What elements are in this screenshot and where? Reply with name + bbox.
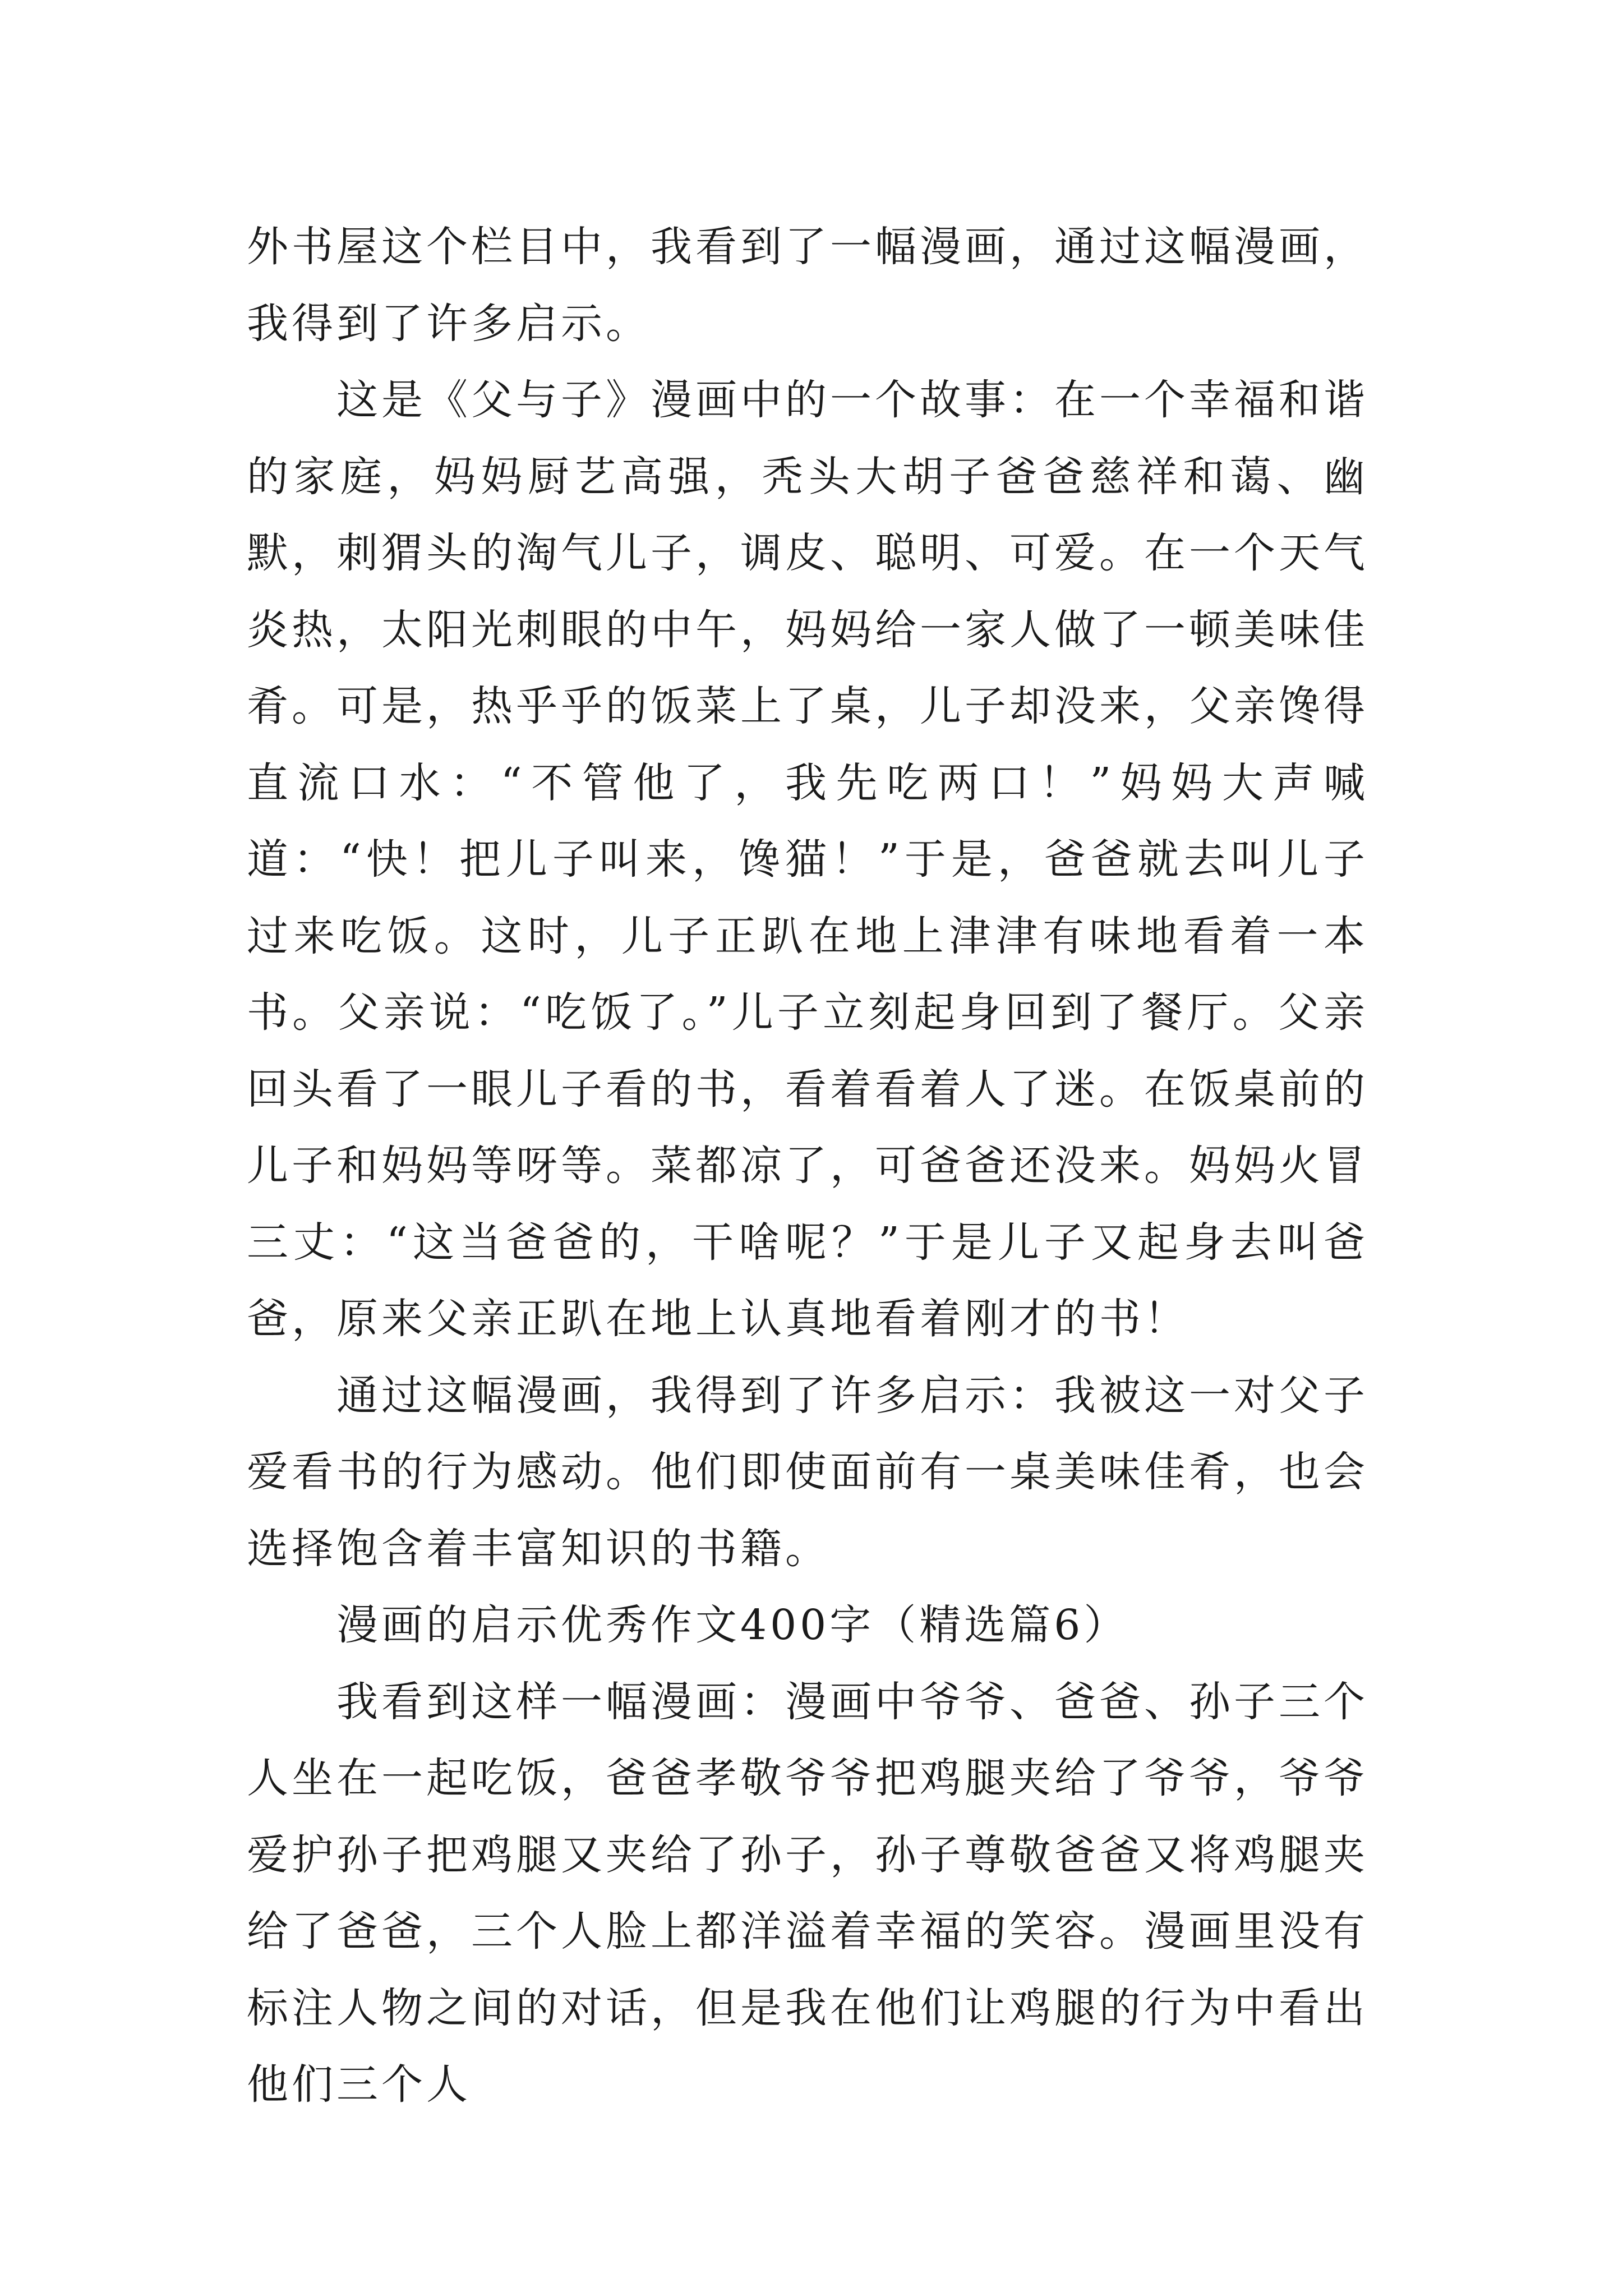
paragraph-new-essay: 我看到这样一幅漫画：漫画中爷爷、爸爸、孙子三个人坐在一起吃饭，爸爸孝敬爷爷把鸡腿夹给了爷爷，爷爷爱护孙子把鸡腿又夹给了孙子，孙子尊敬爸爸又将鸡腿夹给了爸爸，三个人脸上都洋溢着幸福的笑容。漫画里没有标注人物之间的对话，但是我在他们让鸡腿的行为中看出他们三个人 xyxy=(247,1677,1368,2109)
section-heading: 漫画的启示优秀作文400字（精选篇6） xyxy=(336,1601,1129,1649)
paragraph-story: 这是《父与子》漫画中的一个故事：在一个幸福和谐的家庭，妈妈厨艺高强，秃头大胡子爸爸慈祥和蔼、幽默，刺猬头的淘气儿子，调皮、聪明、可爱。在一个天气炎热，太阳光刺眼的中午，妈妈给一家人做了一顿美味佳肴。可是，热乎乎的饭菜上了桌，儿子却没来，父亲馋得直流口水：“不管他了，我先吃两口！”妈妈大声喊道：“快！把儿子叫来，馋猫！”于是，爸爸就去叫儿子过来吃饭。这时，儿子正趴在地上津津有味地看着一本书。父亲说：“吃饭了。”儿子立刻起身回到了餐厅。父亲回头看了一眼儿子看的书，看着看着人了迷。在饭桌前的儿子和妈妈等呀等。菜都凉了，可爸爸还没来。妈妈火冒三丈：“这当爸爸的，干啥呢？”于是儿子又起身去叫爸爸，原来父亲正趴在地上认真地看着刚才的书！ xyxy=(247,376,1368,1343)
document-body xyxy=(247,209,1368,2123)
paragraph-reflection: 通过这幅漫画，我得到了许多启示：我被这一对父子爱看书的行为感动。他们即使面前有一桌美味佳肴，也会选择饱含着丰富知识的书籍。 xyxy=(247,1371,1368,1573)
paragraph-continuation: 外书屋这个栏目中，我看到了一幅漫画，通过这幅漫画，我得到了许多启示。 xyxy=(247,223,1368,348)
